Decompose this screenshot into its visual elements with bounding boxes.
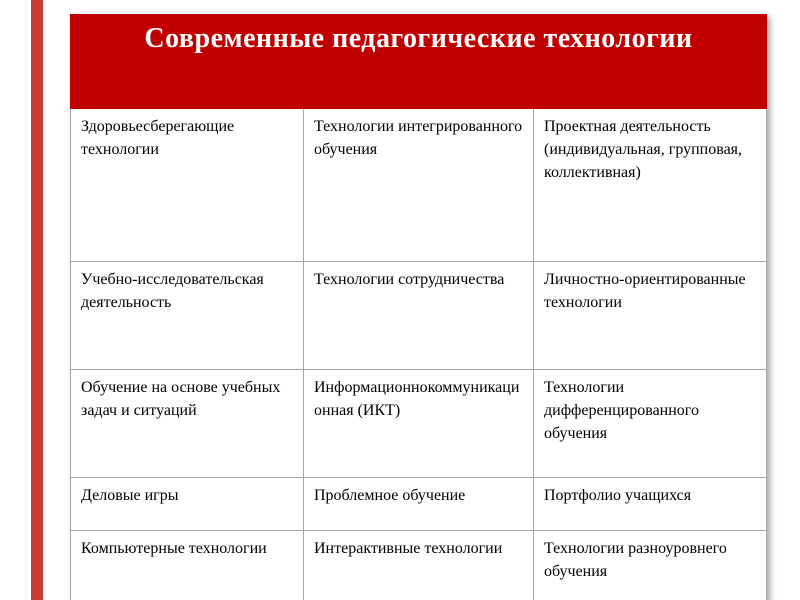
table-row	[71, 478, 767, 531]
table-cell: Деловые игры	[71, 478, 304, 531]
table-cell: Компьютерные технологии	[71, 531, 304, 600]
table-cell: Интерактивные технологии	[304, 531, 534, 600]
table-cell: Технологии разноуровнего обучения	[534, 531, 767, 600]
table-cell: Личностно-ориентированные технологии	[534, 262, 767, 370]
table-cell: Технологии сотрудничества	[304, 262, 534, 370]
technologies-table	[70, 14, 767, 600]
table-cell: Информационнокоммуникационная (ИКТ)	[304, 370, 534, 478]
table-row	[71, 262, 767, 370]
table-cell: Проблемное обучение	[304, 478, 534, 531]
table-header-row	[71, 15, 767, 109]
table-cell: Здоровьесберегающие технологии	[71, 109, 304, 262]
table-cell: Технологии интегрированного обучения	[304, 109, 534, 262]
table-cell: Проектная деятельность (индивидуальная, групповая, коллективная)	[534, 109, 767, 262]
table-cell: Обучение на основе учебных задач и ситуаций	[71, 370, 304, 478]
table-row	[71, 370, 767, 478]
table-row	[71, 109, 767, 262]
table-cell: Технологии дифференцированного обучения	[534, 370, 767, 478]
left-accent-bar	[31, 0, 43, 600]
table-title: Современные педагогические технологии	[71, 15, 767, 109]
table-cell: Портфолио учащихся	[534, 478, 767, 531]
table-row	[71, 531, 767, 600]
table-cell: Учебно-исследовательская деятельность	[71, 262, 304, 370]
